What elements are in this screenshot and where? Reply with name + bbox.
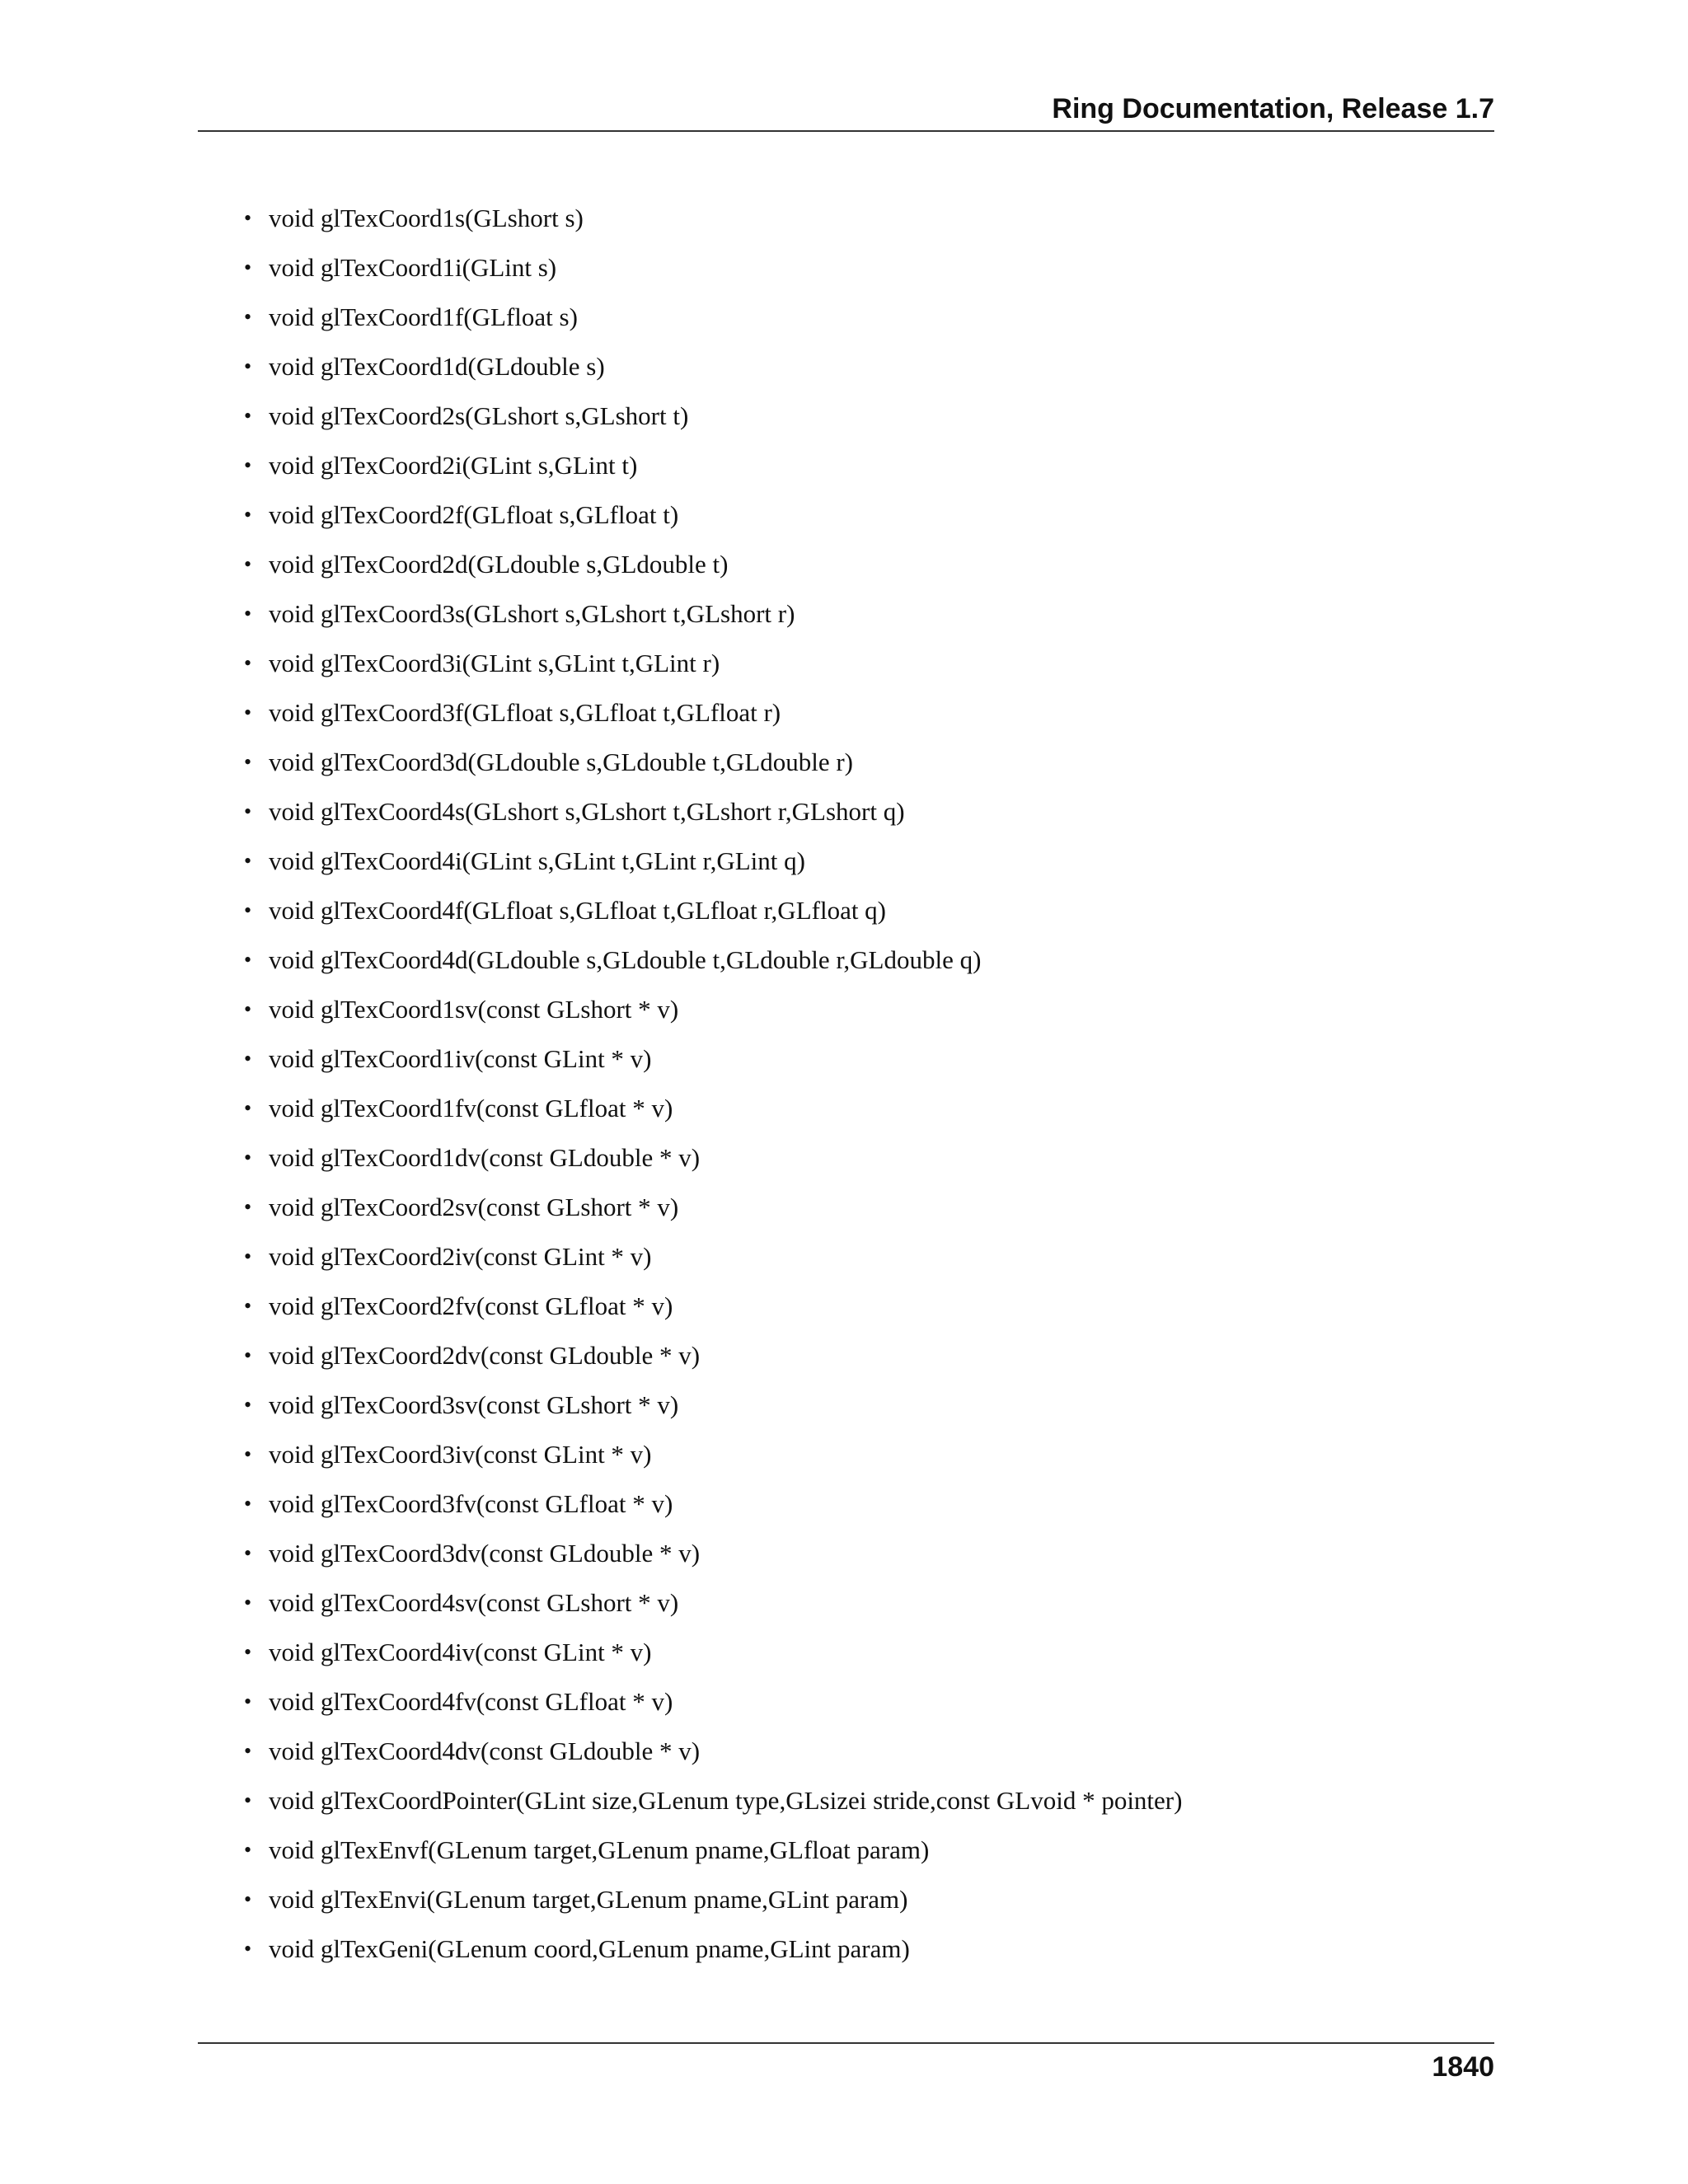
bullet-icon: • xyxy=(244,1096,252,1120)
bullet-icon: • xyxy=(244,1146,252,1169)
bullet-icon: • xyxy=(244,1788,252,1812)
list-item-text: void glTexCoord4dv(const GLdouble * v) xyxy=(269,1736,701,1765)
list-item xyxy=(239,787,1182,837)
bullet-icon: • xyxy=(244,1442,252,1466)
bullet-icon: • xyxy=(244,1690,252,1713)
bullet-icon: • xyxy=(244,1640,252,1664)
list-item-text: void glTexGeni(GLenum coord,GLenum pname,GLint param) xyxy=(269,1934,910,1963)
list-item-text: void glTexCoord3d(GLdouble s,GLdouble t,GLdouble r) xyxy=(269,748,853,776)
bullet-icon: • xyxy=(244,1294,252,1318)
bullet-icon: • xyxy=(244,997,252,1021)
list-item-text: void glTexCoord1sv(const GLshort * v) xyxy=(269,995,679,1024)
list-item-text: void glTexEnvi(GLenum target,GLenum pname,GLint param) xyxy=(269,1885,908,1914)
list-item xyxy=(239,243,1182,293)
list-item xyxy=(239,1628,1182,1677)
list-item xyxy=(239,985,1182,1034)
list-item-text: void glTexCoord2iv(const GLint * v) xyxy=(269,1242,652,1271)
list-item xyxy=(239,1727,1182,1776)
list-item-text: void glTexCoord3f(GLfloat s,GLfloat t,GLfloat r) xyxy=(269,698,781,727)
list-item-text: void glTexCoord2dv(const GLdouble * v) xyxy=(269,1341,701,1370)
list-item xyxy=(239,490,1182,540)
list-item xyxy=(239,1034,1182,1084)
list-item-text: void glTexCoord1s(GLshort s) xyxy=(269,204,584,232)
list-item xyxy=(239,1479,1182,1529)
bullet-icon: • xyxy=(244,1937,252,1961)
list-item-text: void glTexCoord3sv(const GLshort * v) xyxy=(269,1390,679,1419)
list-item xyxy=(239,688,1182,738)
list-item-text: void glTexCoord4sv(const GLshort * v) xyxy=(269,1588,679,1617)
list-item xyxy=(239,639,1182,688)
bullet-icon: • xyxy=(244,1591,252,1615)
bullet-icon: • xyxy=(244,305,252,329)
page-number: 1840 xyxy=(1432,2051,1494,2083)
bullet-icon: • xyxy=(244,1244,252,1268)
list-item xyxy=(239,1529,1182,1578)
list-item xyxy=(239,540,1182,589)
list-item-text: void glTexCoord3iv(const GLint * v) xyxy=(269,1440,652,1469)
bullet-icon: • xyxy=(244,552,252,576)
bullet-icon: • xyxy=(244,701,252,724)
list-item-text: void glTexCoord3dv(const GLdouble * v) xyxy=(269,1539,701,1568)
bullet-icon: • xyxy=(244,1343,252,1367)
bullet-icon: • xyxy=(244,255,252,279)
bullet-icon: • xyxy=(244,651,252,675)
bullet-icon: • xyxy=(244,1393,252,1417)
list-item xyxy=(239,1331,1182,1380)
bullet-icon: • xyxy=(244,354,252,378)
list-item xyxy=(239,837,1182,886)
bullet-icon: • xyxy=(244,602,252,626)
bullet-icon: • xyxy=(244,1541,252,1565)
list-item-text: void glTexCoord4s(GLshort s,GLshort t,GLshort r,GLshort q) xyxy=(269,797,905,826)
list-item xyxy=(239,1430,1182,1479)
bullet-icon: • xyxy=(244,898,252,922)
footer-rule xyxy=(198,2042,1494,2044)
bullet-icon: • xyxy=(244,503,252,527)
list-item xyxy=(239,1776,1182,1825)
list-item-text: void glTexCoord3fv(const GLfloat * v) xyxy=(269,1489,673,1518)
list-item-text: void glTexCoordPointer(GLint size,GLenum type,GLsizei stride,const GLvoid * pointer) xyxy=(269,1786,1183,1815)
list-item xyxy=(239,1875,1182,1924)
list-item-text: void glTexCoord2i(GLint s,GLint t) xyxy=(269,451,638,480)
bullet-icon: • xyxy=(244,948,252,972)
list-item xyxy=(239,935,1182,985)
list-item-text: void glTexCoord1fv(const GLfloat * v) xyxy=(269,1094,673,1122)
list-item-text: void glTexCoord1dv(const GLdouble * v) xyxy=(269,1143,701,1172)
bullet-icon: • xyxy=(244,1838,252,1862)
list-item xyxy=(239,1183,1182,1232)
list-item-text: void glTexCoord2f(GLfloat s,GLfloat t) xyxy=(269,500,679,529)
list-item xyxy=(239,1677,1182,1727)
list-item xyxy=(239,1578,1182,1628)
list-item-text: void glTexCoord2sv(const GLshort * v) xyxy=(269,1193,679,1221)
list-item xyxy=(239,1133,1182,1183)
page-header-title: Ring Documentation, Release 1.7 xyxy=(1052,93,1494,124)
list-item-text: void glTexCoord2fv(const GLfloat * v) xyxy=(269,1291,673,1320)
list-item-text: void glTexCoord3i(GLint s,GLint t,GLint r) xyxy=(269,649,720,677)
bullet-icon: • xyxy=(244,849,252,873)
bullet-icon: • xyxy=(244,1739,252,1763)
list-item xyxy=(239,1825,1182,1875)
list-item xyxy=(239,1380,1182,1430)
list-item xyxy=(239,194,1182,243)
bullet-icon: • xyxy=(244,1047,252,1071)
list-item-text: void glTexCoord2d(GLdouble s,GLdouble t) xyxy=(269,550,729,579)
list-item-text: void glTexCoord2s(GLshort s,GLshort t) xyxy=(269,401,689,430)
list-item-text: void glTexCoord4f(GLfloat s,GLfloat t,GLfloat r,GLfloat q) xyxy=(269,896,887,925)
bullet-icon: • xyxy=(244,206,252,230)
list-item xyxy=(239,738,1182,787)
list-item-text: void glTexCoord4i(GLint s,GLint t,GLint r,GLint q) xyxy=(269,846,805,875)
bullet-icon: • xyxy=(244,453,252,477)
list-item xyxy=(239,1924,1182,1974)
list-item-text: void glTexCoord4fv(const GLfloat * v) xyxy=(269,1687,673,1716)
function-list xyxy=(239,194,1182,1974)
list-item xyxy=(239,1232,1182,1282)
list-item-text: void glTexCoord1d(GLdouble s) xyxy=(269,352,605,381)
list-item-text: void glTexEnvf(GLenum target,GLenum pname,GLfloat param) xyxy=(269,1835,930,1864)
list-item-text: void glTexCoord4iv(const GLint * v) xyxy=(269,1638,652,1666)
bullet-icon: • xyxy=(244,1887,252,1911)
list-item xyxy=(239,293,1182,342)
list-item-text: void glTexCoord4d(GLdouble s,GLdouble t,GLdouble r,GLdouble q) xyxy=(269,945,982,974)
list-item xyxy=(239,886,1182,935)
bullet-icon: • xyxy=(244,404,252,428)
list-item xyxy=(239,391,1182,441)
bullet-icon: • xyxy=(244,1492,252,1516)
list-item-text: void glTexCoord1i(GLint s) xyxy=(269,253,557,282)
bullet-icon: • xyxy=(244,750,252,774)
list-item xyxy=(239,1084,1182,1133)
list-item xyxy=(239,342,1182,391)
list-item-text: void glTexCoord1iv(const GLint * v) xyxy=(269,1044,652,1073)
bullet-icon: • xyxy=(244,1195,252,1219)
header-rule xyxy=(198,130,1494,132)
bullet-icon: • xyxy=(244,799,252,823)
list-item xyxy=(239,589,1182,639)
list-item xyxy=(239,1282,1182,1331)
list-item-text: void glTexCoord1f(GLfloat s) xyxy=(269,302,578,331)
list-item-text: void glTexCoord3s(GLshort s,GLshort t,GLshort r) xyxy=(269,599,795,628)
list-item xyxy=(239,441,1182,490)
